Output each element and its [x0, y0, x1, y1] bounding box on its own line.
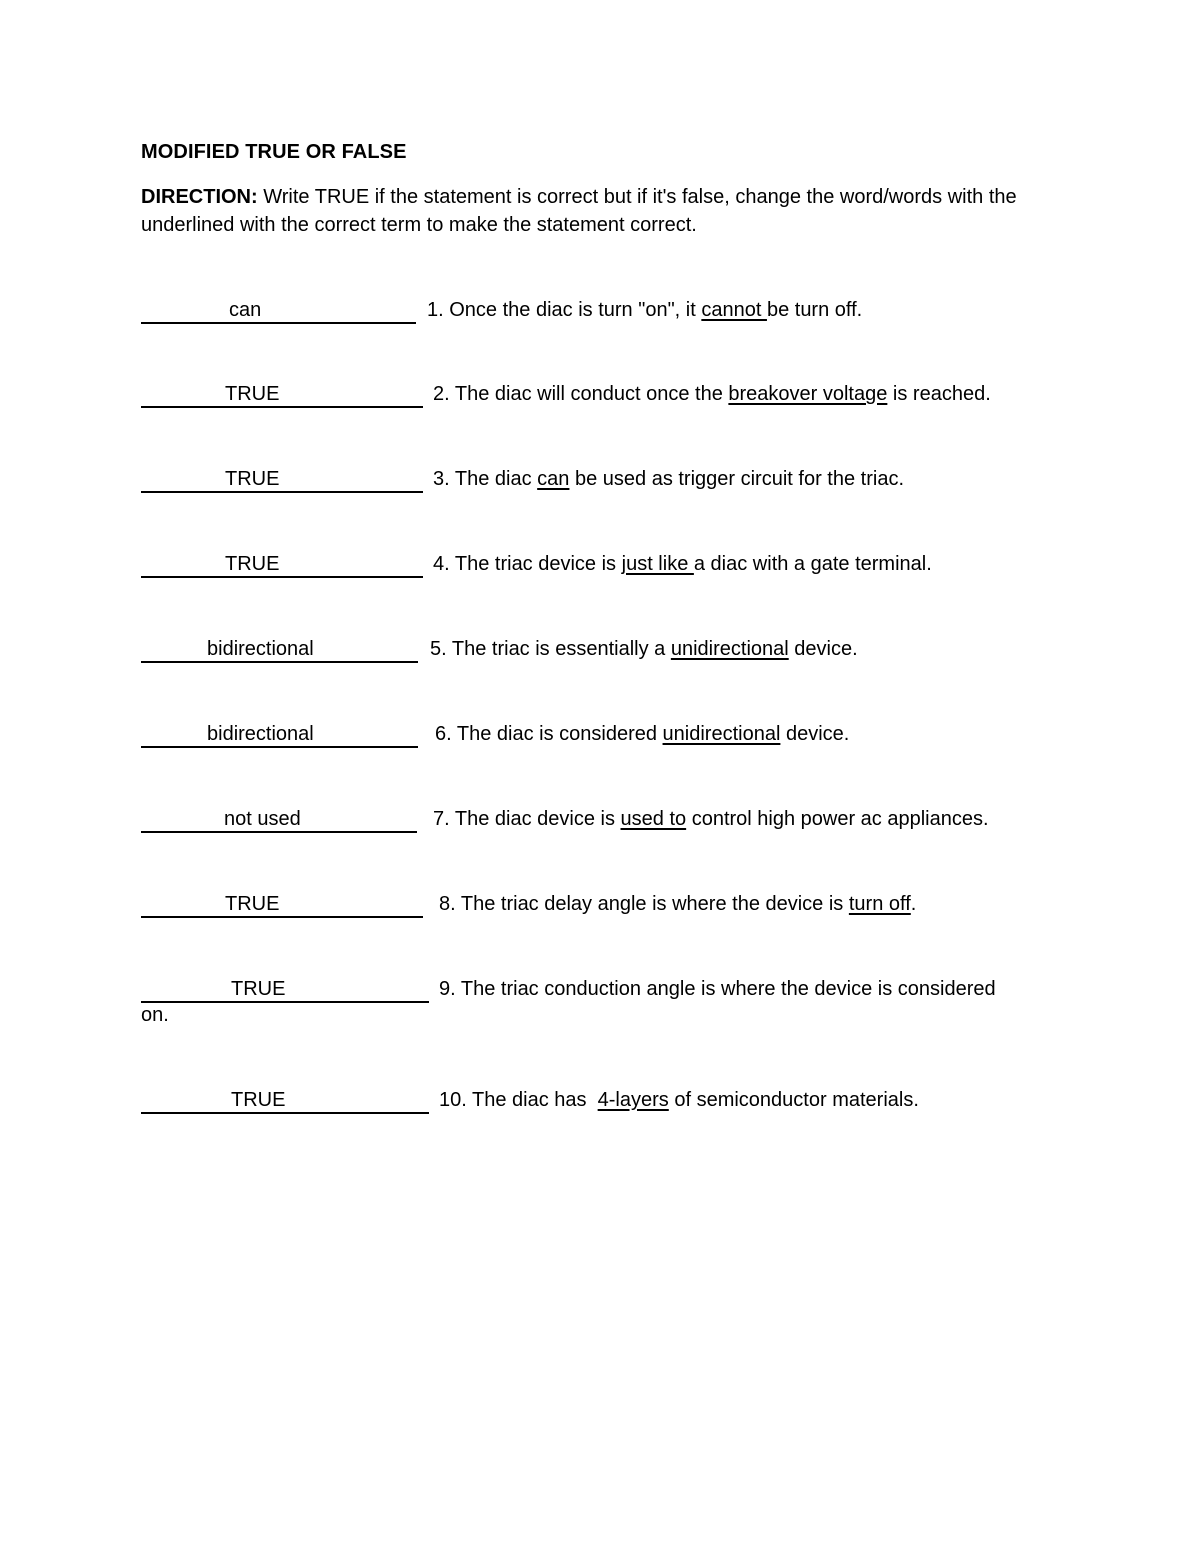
- answer-blank-9: [141, 977, 429, 1003]
- underlined-term-8: turn off: [848, 893, 911, 915]
- statement-9: 9. The triac conduction angle is where the device is considered: [439, 978, 996, 1000]
- answer-blank-4: [141, 552, 423, 578]
- underlined-term-2: breakover voltage: [728, 383, 888, 405]
- answer-blank-6: [141, 722, 418, 748]
- direction-label: DIRECTION:: [141, 186, 258, 208]
- underlined-term-10: 4-layers: [597, 1089, 669, 1111]
- statement-9-continuation: on.: [141, 1004, 169, 1026]
- statement-1: 1. Once the diac is turn "on", it cannot be turn off.: [427, 299, 863, 321]
- statement-3: 3. The diac can be used as trigger circuit for the triac.: [433, 468, 904, 490]
- statement-4: 4. The triac device is just like a diac with a gate terminal.: [433, 553, 932, 575]
- answer-text-8: TRUE: [225, 893, 280, 915]
- question-item-3: [141, 467, 1071, 501]
- question-item-8: [141, 892, 1071, 926]
- answer-text-6: bidirectional: [207, 723, 314, 745]
- answer-blank-2: [141, 382, 423, 408]
- answer-blank-1: [141, 298, 416, 324]
- question-item-5: [141, 637, 1071, 671]
- answer-text-1: can: [229, 299, 262, 321]
- answer-text-4: TRUE: [225, 553, 280, 575]
- question-item-10: [141, 1088, 1071, 1122]
- statement-7: 7. The diac device is used to control high power ac appliances.: [433, 808, 989, 830]
- statement-2: 2. The diac will conduct once the breakover voltage is reached.: [433, 383, 991, 405]
- answer-text-3: TRUE: [225, 468, 280, 490]
- underlined-term-3: can: [537, 468, 570, 490]
- answer-blank-5: [141, 637, 418, 663]
- answer-text-9: TRUE: [231, 978, 286, 1000]
- question-item-6: [141, 722, 1071, 756]
- direction-text: Write TRUE if the statement is correct but if it's false, change the word/words with the underlined with the correct term to make the statement correct.: [141, 186, 1017, 236]
- answer-blank-8: [141, 892, 423, 918]
- question-item-7: [141, 807, 1071, 841]
- answer-blank-7: [141, 807, 417, 833]
- statement-5: 5. The triac is essentially a unidirectional device.: [430, 638, 858, 660]
- underlined-term-7: used to: [620, 808, 687, 830]
- direction-paragraph: [141, 183, 1081, 239]
- answer-text-7: not used: [224, 808, 301, 830]
- statement-10: 10. The diac has 4-layers of semiconductor materials.: [439, 1089, 919, 1111]
- question-item-1: [141, 298, 1071, 332]
- answer-text-5: bidirectional: [207, 638, 314, 660]
- answer-text-10: TRUE: [231, 1089, 286, 1111]
- answer-text-2: TRUE: [225, 383, 280, 405]
- question-item-9: [141, 977, 1071, 1037]
- underlined-term-4: just like: [621, 553, 694, 575]
- question-item-2: [141, 382, 1071, 416]
- statement-8: 8. The triac delay angle is where the device is turn off.: [439, 893, 917, 915]
- answer-blank-10: [141, 1088, 429, 1114]
- worksheet-title: MODIFIED TRUE OR FALSE: [141, 141, 407, 163]
- statement-6: 6. The diac is considered unidirectional device.: [435, 723, 850, 745]
- answer-blank-3: [141, 467, 423, 493]
- underlined-term-1: cannot: [701, 299, 767, 321]
- question-item-4: [141, 552, 1071, 586]
- underlined-term-5: unidirectional: [670, 638, 789, 660]
- underlined-term-6: unidirectional: [662, 723, 781, 745]
